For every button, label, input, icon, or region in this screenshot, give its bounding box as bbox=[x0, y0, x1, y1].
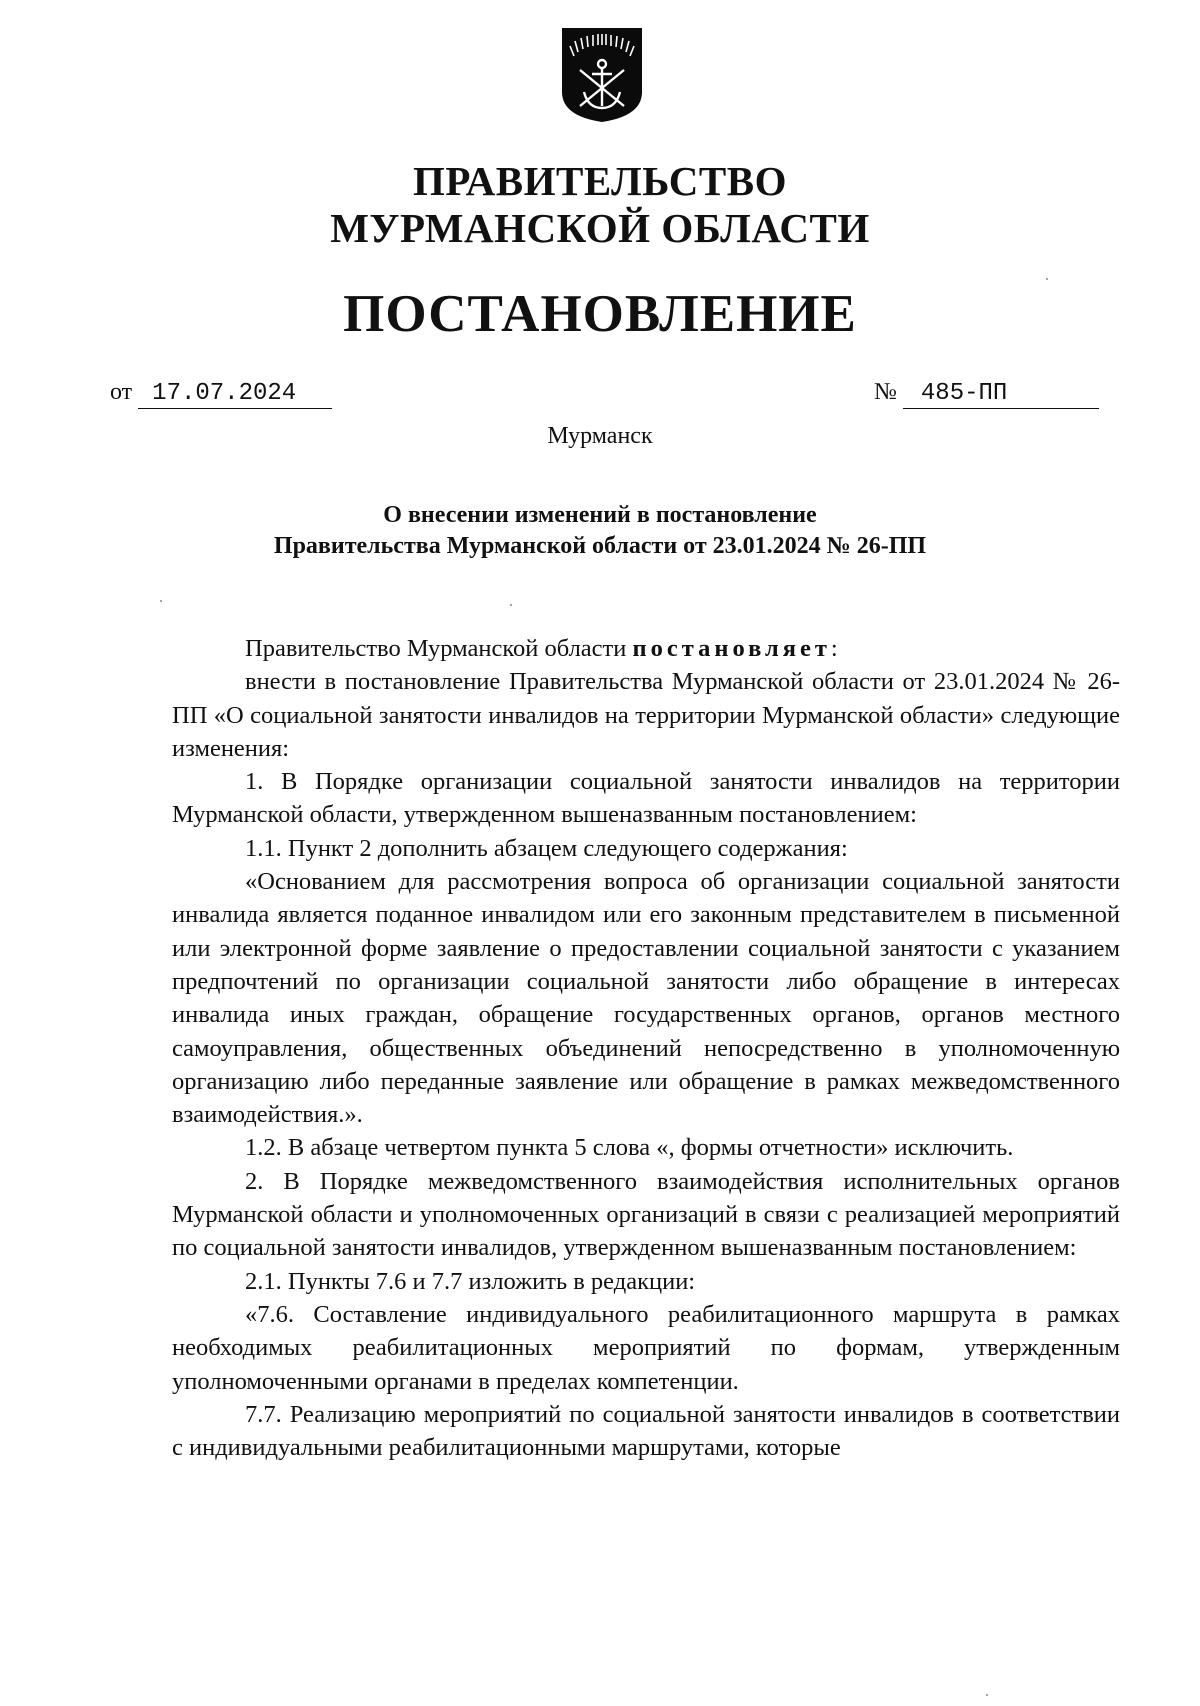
scan-speck bbox=[160, 600, 162, 602]
body-paragraph: 1.1. Пункт 2 дополнить абзацем следующего содержания: bbox=[245, 834, 848, 862]
subject-line1: О внесении изменений в постановление bbox=[383, 502, 817, 528]
body-paragraph: «7.6. Составление индивидуального реабилитационного маршрута в рамках необходимых реабилитационных мероприятий по формам, утвержденным уполномоченными органами в пределах компетенции. bbox=[172, 1300, 1120, 1395]
number-label: № bbox=[874, 379, 897, 405]
government-title-line1: ПРАВИТЕЛЬСТВО bbox=[412, 158, 788, 204]
document-number-row bbox=[874, 378, 1099, 409]
document-date: 17.07.2024 bbox=[138, 380, 332, 409]
body-paragraph: внести в постановление Правительства Мурманской области от 23.01.2024 № 26-ПП «О социальной занятости инвалидов на территории Мурманской области» следующие изменения: bbox=[172, 668, 1120, 762]
resolution-preamble bbox=[172, 632, 1120, 665]
body-paragraph: «Основанием для рассмотрения вопроса об организации социальной занятости инвалида является поданное инвалидом или его законным представителем в письменной или электронной форме заявление о предоставлении социальной занятости с указанием предпочтений по организации социальной занятости либо обращение в интересах инвалида иных граждан, обращение государственных органов, органов местного самоуправления, общественных объединений непосредственно в уполномоченную организацию либо переданные заявление или обращение в рамках межведомственного взаимодействия.». bbox=[172, 868, 1120, 1129]
government-title-line2: МУРМАНСКОЙ ОБЛАСТИ bbox=[330, 205, 870, 251]
document-type-heading: ПОСТАНОВЛЕНИЕ bbox=[343, 285, 857, 343]
document-body bbox=[172, 632, 1120, 1464]
scan-speck bbox=[510, 604, 512, 606]
city-name: Мурманск bbox=[547, 423, 653, 449]
body-paragraph: 7.7. Реализацию мероприятий по социальной занятости инвалидов в соответствии с индивидуальными реабилитационными маршрутами, которые bbox=[172, 1400, 1120, 1462]
subject-line2: Правительства Мурманской области от 23.01.2024 № 26-ПП bbox=[273, 533, 927, 559]
body-paragraph: 2.1. Пункты 7.6 и 7.7 изложить в редакции: bbox=[245, 1267, 696, 1295]
body-paragraph: 2. В Порядке межведомственного взаимодействия исполнительных органов Мурманской области и уполномоченных организаций в связи с реализацией мероприятий по социальной занятости инвалидов, утвержденном вышеназванным постановлением: bbox=[172, 1167, 1120, 1262]
body-paragraph: 1. В Порядке организации социальной занятости инвалидов на территории Мурманской области, утвержденном вышеназванным постановлением: bbox=[172, 768, 1120, 829]
date-label: от bbox=[110, 379, 133, 405]
body-paragraph: 1.2. В абзаце четвертом пункта 5 слова «, формы отчетности» исключить. bbox=[245, 1134, 1014, 1162]
preamble-lead: Правительство Мурманской области bbox=[245, 635, 627, 662]
coat-of-arms-emblem bbox=[560, 26, 644, 124]
document-subject bbox=[0, 500, 1200, 562]
document-date-row bbox=[110, 378, 332, 409]
preamble-keyword: постановляет bbox=[632, 635, 831, 662]
document-number: 485-ПП bbox=[903, 380, 1099, 409]
scan-speck bbox=[986, 1694, 988, 1696]
preamble-colon: : bbox=[830, 635, 838, 662]
scan-speck bbox=[1046, 278, 1048, 280]
